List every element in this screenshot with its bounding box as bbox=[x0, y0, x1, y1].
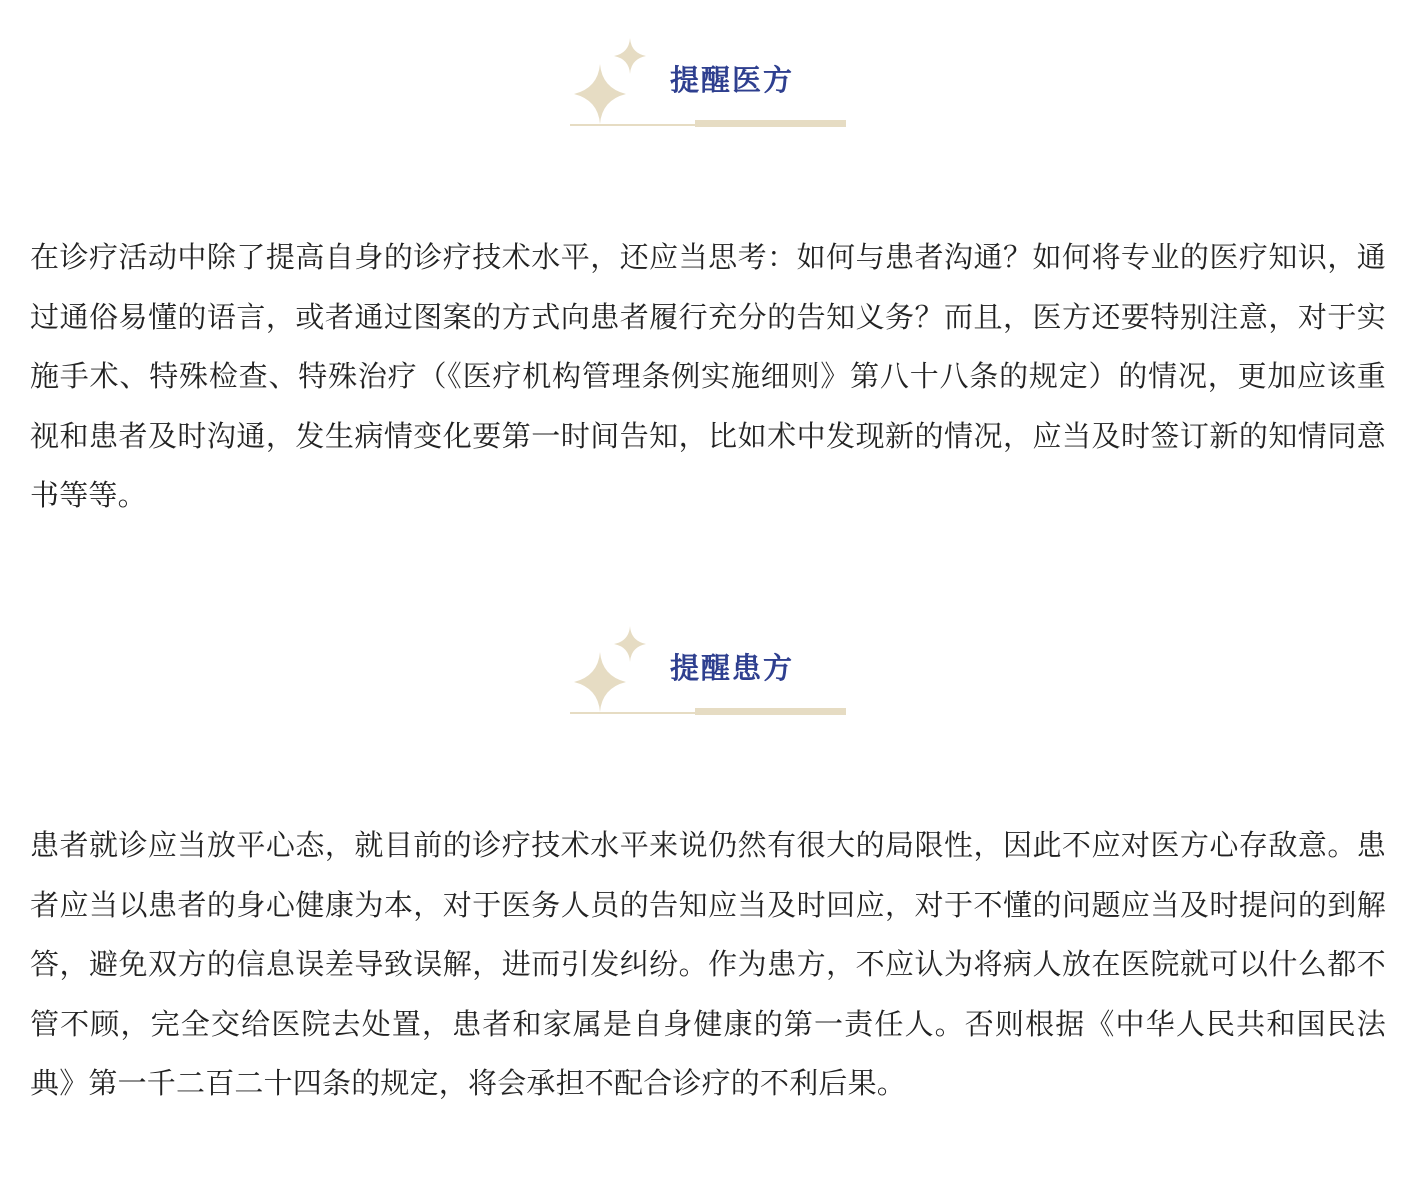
paragraph-patient: 患者就诊应当放平心态，就目前的诊疗技术水平来说仍然有很大的局限性，因此不应对医方心存敌意。患者应当以患者的身心健康为本，对于医务人员的告知应当及时回应，对于不懂的问题应当及时提问的到解答，避免双方的信息误差导致误解，进而引发纠纷。作为患方，不应认为将病人放在医院就可以什么都不管不顾，完全交给医院去处置，患者和家属是自身健康的第一责任人。否则根据《中华人民共和国民法典》第一千二百二十四条的规定，将会承担不配合诊疗的不利后果。 bbox=[30, 828, 1386, 1100]
section-title: 提醒医方 bbox=[670, 63, 795, 97]
paragraph-doctor: 在诊疗活动中除了提高自身的诊疗技术水平，还应当思考：如何与患者沟通？如何将专业的医疗知识，通过通俗易懂的语言，或者通过图案的方式向患者履行充分的告知义务？而且，医方还要特别注意，对于实施手术、特殊检查、特殊治疗（《医疗机构管理条例实施细则》第八十八条的规定）的情况，更加应该重视和患者及时沟通，发生病情变化要第一时间告知，比如术中发现新的情况，应当及时签订新的知情同意书等等。 bbox=[30, 240, 1386, 512]
divider-accent bbox=[695, 708, 846, 715]
sparkle-stars-icon bbox=[570, 36, 660, 126]
sparkle-stars-icon bbox=[570, 624, 660, 714]
section-heading-doctor bbox=[560, 36, 860, 146]
section-heading-patient bbox=[560, 624, 860, 734]
divider-accent bbox=[695, 120, 846, 127]
section-title: 提醒患方 bbox=[670, 651, 795, 685]
